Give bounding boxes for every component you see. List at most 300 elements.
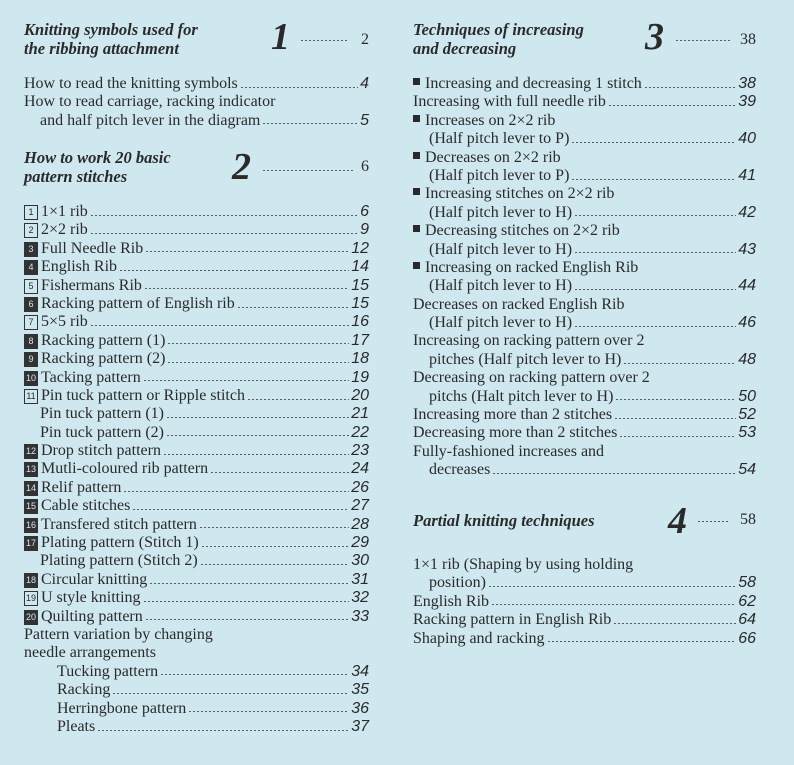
toc-entry-text: Cable stitches	[41, 497, 131, 515]
toc-entry[interactable]	[24, 552, 369, 570]
toc-entry-text: Plating pattern (Stitch 2)	[40, 552, 198, 570]
item-number-badge: 7	[24, 315, 38, 330]
toc-page-number[interactable]: 18	[351, 350, 369, 368]
toc-entry-title	[413, 296, 624, 314]
toc-entry-title	[413, 424, 617, 442]
toc-entry-title	[429, 388, 613, 406]
toc-entry-title	[429, 351, 621, 369]
dot-leader	[608, 105, 736, 106]
section-3-number: 3	[645, 16, 664, 58]
toc-entry[interactable]	[413, 93, 756, 111]
item-number-badge: 16	[24, 518, 38, 533]
toc-entry[interactable]	[24, 405, 369, 423]
toc-entry[interactable]	[24, 424, 369, 442]
section-3-title-line1: Techniques of increasing	[413, 20, 584, 39]
toc-entry-text: needle arrangements	[24, 644, 156, 662]
section-2-title	[24, 148, 171, 186]
dot-leader	[112, 693, 349, 694]
toc-entry-title	[24, 479, 121, 497]
item-number-badge: 13	[24, 462, 38, 477]
toc-entry-text: Quilting pattern	[41, 607, 143, 625]
toc-entry[interactable]	[24, 332, 369, 350]
section-1-page[interactable]: 2	[361, 31, 369, 48]
toc-entry-text: Racking	[57, 681, 111, 699]
section-1-number: 1	[271, 16, 290, 58]
toc-page-number[interactable]: 27	[351, 497, 369, 515]
toc-entry-text: Racking pattern (2)	[41, 350, 166, 368]
toc-entry-text: (Half pitch lever to H)	[429, 203, 573, 221]
section-2-heading	[24, 148, 369, 188]
toc-entry[interactable]	[24, 442, 369, 460]
toc-entry-title	[24, 203, 88, 221]
toc-page-number[interactable]: 5	[360, 111, 369, 129]
toc-entry-text: Transfered stitch pattern	[41, 515, 197, 533]
section-4-heading	[413, 502, 756, 542]
dot-leader	[613, 623, 736, 624]
toc-entry[interactable]	[24, 203, 369, 221]
section-3-heading	[413, 16, 756, 60]
toc-entry[interactable]	[24, 75, 369, 93]
toc-page-number[interactable]: 46	[738, 314, 756, 332]
toc-entry-title	[57, 663, 158, 681]
toc-entry-text: How to read the knitting symbols	[24, 75, 238, 92]
toc-entry-text: Pattern variation by changing	[24, 625, 213, 643]
toc-entry[interactable]	[24, 387, 369, 405]
toc-page-number[interactable]: 21	[351, 405, 369, 423]
item-number-badge: 2	[24, 223, 38, 238]
toc-entry[interactable]	[413, 75, 756, 93]
toc-page-number[interactable]: 6	[360, 203, 369, 220]
toc-entry-title	[413, 259, 638, 277]
dot-leader	[166, 435, 349, 436]
toc-entry-text: Increasing on racked English Rib	[425, 258, 639, 276]
toc-entry	[413, 443, 756, 461]
toc-entry[interactable]	[24, 534, 369, 552]
toc-entry-title	[40, 552, 198, 570]
toc-entry-text: Racking pattern (1)	[41, 331, 166, 349]
toc-page-number[interactable]: 64	[738, 611, 756, 629]
toc-entry-text: Tucking pattern	[57, 662, 159, 680]
toc-entry[interactable]	[413, 167, 756, 185]
toc-page-number[interactable]: 9	[360, 221, 369, 239]
toc-entry-title	[24, 332, 165, 350]
toc-entry-text: Increasing more than 2 stitches	[413, 406, 613, 424]
bullet-square-icon	[413, 262, 420, 269]
toc-entry[interactable]	[413, 388, 756, 406]
toc-page-number[interactable]: 23	[351, 442, 369, 460]
bullet-square-icon	[413, 225, 420, 232]
toc-entry-text: Decreases on racked English Rib	[413, 295, 625, 313]
dot-leader	[149, 583, 349, 584]
dot-leader	[90, 325, 349, 326]
toc-page-number[interactable]: 26	[351, 478, 369, 496]
toc-entry[interactable]	[24, 295, 369, 313]
toc-entry-title	[57, 700, 186, 718]
dot-leader	[240, 87, 358, 88]
toc-entry-title	[413, 443, 604, 461]
toc-entry[interactable]	[24, 516, 369, 534]
toc-page-number[interactable]: 17	[351, 331, 369, 349]
toc-entry-title	[40, 112, 260, 130]
toc-entry[interactable]	[413, 204, 756, 222]
toc-page-number[interactable]: 53	[738, 424, 756, 442]
toc-entry[interactable]	[24, 700, 369, 718]
section-2-title-line2: pattern stitches	[24, 167, 128, 186]
toc-entry-text: and half pitch lever in the diagram	[40, 111, 261, 129]
dot-leader	[90, 215, 358, 216]
toc-entry-text: (Half pitch lever to H)	[429, 314, 573, 332]
dot-leader	[547, 641, 737, 642]
toc-entry-text: Relif pattern	[41, 478, 122, 496]
toc-entry-text: Decreases on 2×2 rib	[425, 148, 561, 166]
section-3-title-line2: and decreasing	[413, 39, 517, 58]
toc-page-number[interactable]: 36	[351, 699, 369, 717]
toc-entry-text: Pin tuck pattern or Ripple stitch	[41, 386, 245, 404]
toc-entry-title	[24, 460, 208, 478]
dot-leader	[237, 307, 349, 308]
section-2-page[interactable]: 6	[361, 158, 369, 175]
toc-entry-title	[413, 149, 561, 167]
toc-entry[interactable]	[413, 424, 756, 442]
toc-page-number[interactable]: 42	[738, 203, 756, 221]
toc-entry-title	[413, 369, 650, 387]
toc-entry[interactable]	[24, 571, 369, 589]
toc-page-number[interactable]: 16	[351, 313, 369, 331]
toc-entry[interactable]	[413, 593, 756, 611]
toc-page-number[interactable]: 33	[351, 607, 369, 625]
toc-entry-text: Increasing with full needle rib	[413, 93, 606, 111]
dot-leader	[574, 326, 736, 327]
toc-entry-title	[429, 204, 572, 222]
item-number-badge: 14	[24, 481, 38, 496]
toc-entry-text: Tacking pattern	[41, 368, 141, 386]
section-1-heading	[24, 16, 369, 60]
toc-entry-title	[24, 369, 141, 387]
toc-entry[interactable]	[413, 277, 756, 295]
section-2-number: 2	[232, 146, 251, 188]
toc-entry-text: Decreasing more than 2 stitches	[413, 424, 618, 442]
toc-entry-title	[24, 608, 143, 626]
section-1-title-line2: the ribbing attachment	[24, 39, 179, 58]
dot-leader	[160, 674, 349, 675]
toc-page-number[interactable]: 20	[351, 386, 369, 404]
toc-page-number[interactable]: 15	[351, 294, 369, 312]
dot-leader	[200, 564, 349, 565]
toc-page-number[interactable]: 4	[360, 75, 369, 92]
toc-entry-title	[429, 461, 490, 479]
toc-entry-title	[24, 626, 213, 644]
toc-entry[interactable]	[24, 112, 369, 130]
toc-entry[interactable]	[24, 258, 369, 276]
toc-entry[interactable]	[24, 221, 369, 239]
item-number-badge: 15	[24, 499, 38, 514]
toc-entry-text: Drop stitch pattern	[41, 442, 161, 460]
toc-entry	[413, 185, 756, 203]
toc-entry[interactable]	[413, 130, 756, 148]
toc-page-number[interactable]: 52	[738, 406, 756, 424]
toc-entry-text: Full Needle Rib	[41, 239, 144, 257]
toc-entry	[413, 369, 756, 387]
section-3-page[interactable]: 38	[740, 31, 756, 48]
toc-entry-text: Circular knitting	[41, 570, 148, 588]
toc-entry-title	[24, 350, 165, 368]
toc-entry-title	[24, 93, 275, 111]
toc-entry	[413, 149, 756, 167]
item-number-badge: 6	[24, 297, 38, 312]
section-4-title: Partial knitting techniques	[413, 511, 595, 530]
toc-entry[interactable]	[24, 369, 369, 387]
toc-entry	[413, 112, 756, 130]
toc-entry	[413, 222, 756, 240]
toc-page-number[interactable]: 38	[738, 75, 756, 92]
dot-leader	[210, 472, 349, 473]
dot-leader	[574, 215, 736, 216]
section-2-leader	[262, 170, 355, 171]
dot-leader	[188, 711, 349, 712]
item-number-badge: 4	[24, 260, 38, 275]
dot-leader	[614, 418, 736, 419]
toc-entry-title	[429, 130, 569, 148]
toc-entry-title	[24, 277, 142, 295]
toc-entry-text: Shaping and racking	[413, 629, 545, 647]
item-number-badge: 11	[24, 389, 38, 404]
toc-page-number[interactable]: 22	[351, 423, 369, 441]
toc-entry[interactable]	[24, 663, 369, 681]
toc-entry-title	[429, 314, 572, 332]
toc-entry-title	[40, 405, 164, 423]
toc-entry-title	[24, 442, 161, 460]
dot-leader	[491, 604, 736, 605]
item-number-badge: 10	[24, 371, 38, 386]
toc-entry	[413, 332, 756, 350]
dot-leader	[119, 270, 349, 271]
toc-entry-title	[413, 406, 612, 424]
toc-entry-title	[24, 240, 143, 258]
section-4-page[interactable]: 58	[740, 511, 756, 528]
toc-entry-text: Fishermans Rib	[41, 276, 142, 294]
dot-leader	[132, 509, 349, 510]
toc-entry[interactable]	[24, 479, 369, 497]
toc-entry-text: Pleats	[57, 717, 96, 735]
toc-entry-text: 1×1 rib (Shaping by using holding	[413, 556, 634, 573]
toc-entry[interactable]	[413, 461, 756, 479]
toc-page-number[interactable]: 44	[738, 277, 756, 295]
toc-page-number[interactable]: 58	[738, 574, 756, 592]
toc-entry-title	[413, 185, 614, 203]
dot-leader	[201, 546, 349, 547]
toc-entry-title	[24, 221, 88, 239]
toc-entry-text: Decreasing on racking pattern over 2	[413, 369, 650, 387]
toc-entry-title	[429, 574, 486, 592]
toc-entry-text: (Half pitch lever to P)	[429, 166, 570, 184]
toc-entry[interactable]	[413, 406, 756, 424]
section-2-title-line1: How to work 20 basic	[24, 148, 171, 167]
toc-entry-text: pitches (Half pitch lever to H)	[429, 350, 622, 368]
section-3-title	[413, 20, 584, 58]
dot-leader	[571, 179, 736, 180]
toc-page-number[interactable]: 48	[738, 350, 756, 368]
toc-entry-title	[24, 75, 238, 93]
item-number-badge: 3	[24, 242, 38, 257]
toc-entry[interactable]	[24, 313, 369, 331]
item-number-badge: 18	[24, 573, 38, 588]
toc-page-number[interactable]: 29	[351, 534, 369, 552]
toc-page-number[interactable]: 19	[351, 368, 369, 386]
toc-entry[interactable]	[24, 240, 369, 258]
toc-page-number[interactable]: 41	[738, 166, 756, 184]
toc-entry-text: decreases	[429, 461, 491, 479]
toc-entry-title	[57, 681, 110, 699]
toc-page-number[interactable]: 50	[738, 387, 756, 405]
toc-entry-text: English Rib	[413, 592, 490, 610]
toc-page-number[interactable]: 34	[351, 662, 369, 680]
toc-entry-text: Pin tuck pattern (1)	[40, 405, 164, 423]
toc-entry[interactable]	[413, 314, 756, 332]
toc-entry-text: pitchs (Halt pitch lever to H)	[429, 387, 614, 405]
item-number-badge: 17	[24, 536, 38, 551]
toc-entry-text: position)	[429, 574, 486, 592]
toc-entry-text: Increases on 2×2 rib	[425, 111, 556, 129]
toc-entry[interactable]	[24, 589, 369, 607]
toc-entry[interactable]	[24, 460, 369, 478]
toc-entry	[413, 259, 756, 277]
dot-leader	[644, 87, 736, 88]
dot-leader	[167, 343, 349, 344]
toc-page-number[interactable]: 24	[351, 460, 369, 478]
item-number-badge: 19	[24, 591, 38, 606]
toc-entry-text: How to read carriage, racking indicator	[24, 93, 276, 111]
toc-entry[interactable]	[24, 497, 369, 515]
toc-entry-text: U style knitting	[41, 589, 141, 607]
toc-entry-text: Pin tuck pattern (2)	[40, 423, 164, 441]
toc-entry[interactable]	[24, 277, 369, 295]
toc-page-number[interactable]: 31	[351, 570, 369, 588]
dot-leader	[145, 619, 349, 620]
toc-page-number[interactable]: 15	[351, 276, 369, 294]
toc-entry[interactable]	[413, 241, 756, 259]
toc-page-number[interactable]: 14	[351, 258, 369, 276]
toc-entry[interactable]	[413, 611, 756, 629]
toc-page-number[interactable]: 37	[351, 717, 369, 735]
section-1-leader	[300, 40, 349, 41]
dot-leader	[97, 730, 349, 731]
toc-entry-text: (Half pitch lever to H)	[429, 240, 573, 258]
toc-entry-text: 5×5 rib	[41, 313, 88, 331]
bullet-square-icon	[413, 78, 420, 85]
toc-entry-text: Racking pattern in English Rib	[413, 611, 612, 629]
toc-entry-title	[413, 222, 620, 240]
dot-leader	[144, 288, 349, 289]
dot-leader	[143, 380, 349, 381]
toc-entry-text: (Half pitch lever to P)	[429, 130, 570, 148]
toc-entry-title	[413, 332, 644, 350]
toc-page-number[interactable]: 30	[351, 552, 369, 570]
section-4-number: 4	[668, 500, 687, 542]
toc-entry	[413, 296, 756, 314]
toc-entry[interactable]	[413, 574, 756, 592]
section-4-entries	[413, 556, 756, 648]
toc-entry-text: Plating pattern (Stitch 1)	[41, 534, 199, 552]
toc-entry-title	[413, 630, 545, 648]
dot-leader	[167, 362, 349, 363]
toc-entry-title	[24, 571, 147, 589]
dot-leader	[574, 252, 736, 253]
toc-entry-title	[413, 112, 555, 130]
toc-entry-title	[24, 497, 130, 515]
dot-leader	[145, 251, 349, 252]
toc-page-number[interactable]: 66	[738, 629, 756, 647]
toc-entry-text: 2×2 rib	[41, 221, 88, 239]
dot-leader	[488, 586, 736, 587]
toc-page-number[interactable]: 39	[738, 93, 756, 111]
dot-leader	[571, 142, 736, 143]
toc-page-number[interactable]: 35	[351, 681, 369, 699]
section-3-leader	[675, 40, 730, 41]
dot-leader	[623, 363, 736, 364]
toc-entry-text: Fully-fashioned increases and	[413, 442, 605, 460]
toc-entry-title	[24, 644, 156, 662]
dot-leader	[262, 123, 358, 124]
toc-entry-text: English Rib	[41, 258, 118, 276]
toc-page-number[interactable]: 62	[738, 592, 756, 610]
dot-leader	[163, 454, 349, 455]
toc-entry-title	[24, 258, 117, 276]
toc-entry[interactable]	[413, 630, 756, 648]
toc-page-number[interactable]: 43	[738, 240, 756, 258]
dot-leader	[574, 289, 736, 290]
section-4-leader	[697, 521, 730, 522]
toc-page-number[interactable]: 28	[351, 515, 369, 533]
toc-entry-text: 1×1 rib	[41, 203, 88, 220]
toc-entry-title	[413, 593, 489, 611]
item-number-badge: 5	[24, 279, 38, 294]
toc-page-number[interactable]: 32	[351, 589, 369, 607]
toc-entry-title	[413, 611, 611, 629]
dot-leader	[166, 417, 349, 418]
section-2-entries	[24, 203, 369, 736]
toc-entry[interactable]	[413, 351, 756, 369]
section-3-entries	[413, 75, 756, 480]
bullet-square-icon	[413, 115, 420, 122]
toc-entry[interactable]	[24, 718, 369, 736]
toc-entry[interactable]	[24, 608, 369, 626]
toc-entry-text: Herringbone pattern	[57, 699, 187, 717]
item-number-badge: 20	[24, 610, 38, 625]
section-1-title	[24, 20, 198, 58]
toc-page-number[interactable]: 12	[351, 239, 369, 257]
toc-entry[interactable]	[24, 350, 369, 368]
section-1-entries	[24, 75, 369, 130]
toc-entry-title	[24, 387, 245, 405]
toc-entry	[413, 556, 756, 574]
toc-entry-text: Racking pattern of English rib	[41, 294, 235, 312]
toc-entry-text: Mutli-coloured rib pattern	[41, 460, 209, 478]
toc-entry[interactable]	[24, 681, 369, 699]
toc-entry-title	[24, 534, 199, 552]
toc-entry	[24, 93, 369, 111]
toc-entry-text: Decreasing stitches on 2×2 rib	[425, 222, 620, 240]
toc-page-number[interactable]: 54	[738, 461, 756, 479]
item-number-badge: 12	[24, 444, 38, 459]
toc-entry-title	[413, 75, 642, 93]
toc-entry-title	[429, 241, 572, 259]
dot-leader	[615, 399, 736, 400]
bullet-square-icon	[413, 188, 420, 195]
dot-leader	[199, 527, 349, 528]
toc-entry-title	[413, 93, 606, 111]
toc-page-number[interactable]: 40	[738, 130, 756, 148]
toc-entry-title	[24, 516, 197, 534]
